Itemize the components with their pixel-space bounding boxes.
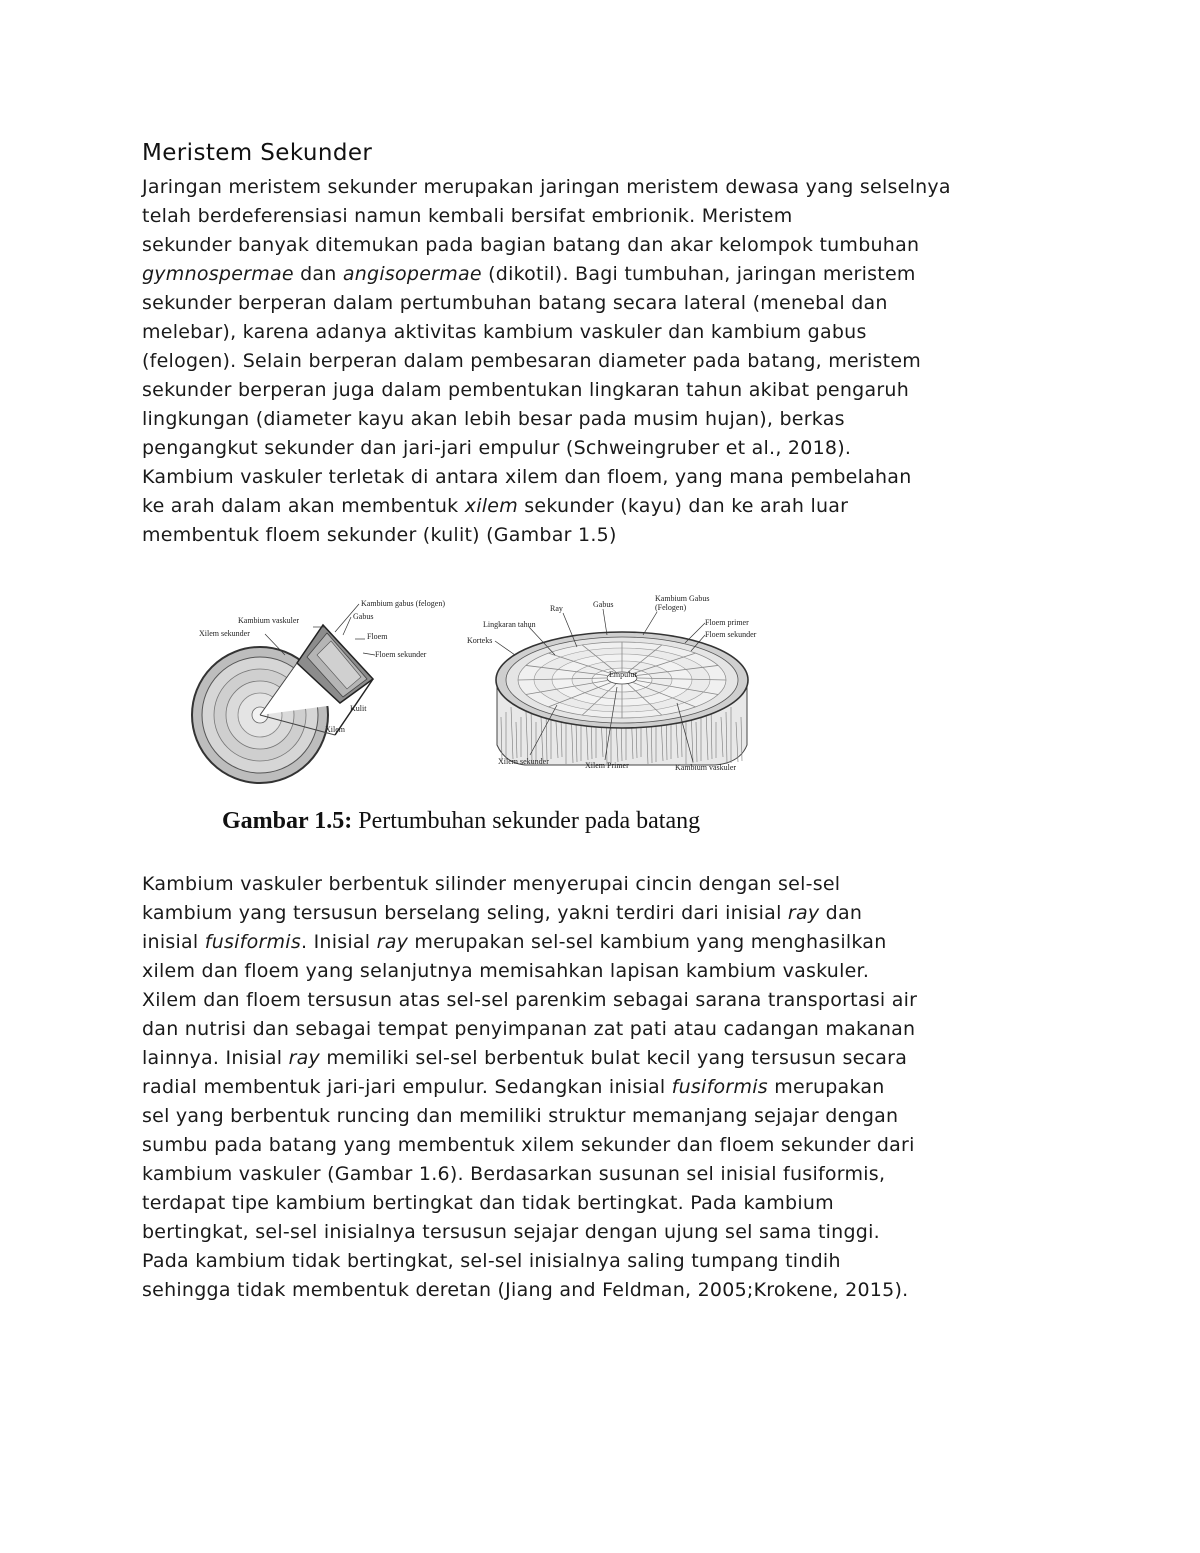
label-kambium-gabus: Kambium gabus (felogen) (361, 599, 445, 608)
text-line (142, 1102, 1062, 1131)
text-run: sumbu pada batang yang membentuk xilem sekunder dan floem sekunder dari (142, 1134, 915, 1156)
text-run: Kambium vaskuler terletak di antara xilem dan floem, yang mana pembelahan (142, 466, 912, 488)
label-kambium-gabus-right: Kambium Gabus (655, 594, 710, 603)
label-xilem-primer: Xilem Primer (585, 761, 629, 770)
text-run: Kambium vaskuler berbentuk silinder menyerupai cincin dengan sel-sel (142, 873, 841, 895)
text-line (142, 521, 1062, 550)
label-floem: Floem (367, 632, 388, 641)
caption-text: Pertumbuhan sekunder pada batang (352, 808, 701, 834)
right-stump-illustration (496, 632, 748, 765)
label-korteks: Korteks (467, 636, 493, 645)
text-run: ke arah dalam akan membentuk (142, 495, 465, 517)
text-line (142, 405, 1062, 434)
text-line (142, 1247, 1062, 1276)
text-run: terdapat tipe kambium bertingkat dan tidak bertingkat. Pada kambium (142, 1192, 834, 1214)
text-line (142, 957, 1062, 986)
text-run: telah berdeferensiasi namun kembali bersifat embrionik. Meristem (142, 205, 793, 227)
text-run: . Inisial (300, 931, 377, 953)
text-line (142, 492, 1062, 521)
stem-growth-figure (185, 585, 765, 785)
text-run: sekunder berperan dalam pertumbuhan batang secara lateral (menebal dan (142, 292, 888, 314)
text-run: sekunder (kayu) dan ke arah luar (517, 495, 849, 517)
text-run: merupakan sel-sel kambium yang menghasilkan (408, 931, 887, 953)
text-line (142, 928, 1062, 957)
label-xilem-sekunder: Xilem sekunder (199, 629, 250, 638)
text-run: radial membentuk jari-jari empulur. Sedangkan inisial (142, 1076, 672, 1098)
italic-term: ray (376, 931, 409, 953)
text-line (142, 899, 1062, 928)
text-run: xilem dan floem yang selanjutnya memisahkan lapisan kambium vaskuler. (142, 960, 870, 982)
italic-term: ray (787, 902, 820, 924)
text-line (142, 1276, 1062, 1305)
text-line (142, 202, 1062, 231)
text-line (142, 289, 1062, 318)
text-run: dan (293, 263, 343, 285)
left-stem-illustration (192, 625, 373, 783)
text-line (142, 1218, 1062, 1247)
text-line (142, 347, 1062, 376)
label-gabus-right: Gabus (593, 600, 614, 609)
text-run: lingkungan (diameter kayu akan lebih besar pada musim hujan), berkas (142, 408, 845, 430)
text-run: lainnya. Inisial (142, 1047, 289, 1069)
text-run: sel yang berbentuk runcing dan memiliki struktur memanjang sejajar dengan (142, 1105, 899, 1127)
text-run: (dikotil). Bagi tumbuhan, jaringan meristem (481, 263, 916, 285)
text-run: kambium vaskuler (Gambar 1.6). Berdasarkan susunan sel inisial fusiformis, (142, 1163, 886, 1185)
label-kulit: Kulit (350, 704, 367, 713)
label-floem-sekunder: Floem sekunder (375, 650, 427, 659)
label-gabus: Gabus (353, 612, 374, 621)
label-empulur: Empulur (609, 670, 637, 679)
label-kambium-vaskuler-right: Kambium vaskuler (675, 763, 737, 772)
text-line (142, 376, 1062, 405)
text-run: memiliki sel-sel berbentuk bulat kecil yang tersusun secara (320, 1047, 908, 1069)
text-run: sekunder berperan juga dalam pembentukan lingkaran tahun akibat pengaruh (142, 379, 909, 401)
text-line (142, 1073, 1062, 1102)
italic-term: angisopermae (342, 263, 482, 285)
italic-term: fusiformis (671, 1076, 768, 1098)
text-run: Xilem dan floem tersusun atas sel-sel parenkim sebagai sarana transportasi air (142, 989, 918, 1011)
text-line (142, 1189, 1062, 1218)
label-floem-primer: Floem primer (705, 618, 749, 627)
text-run: Pada kambium tidak bertingkat, sel-sel inisialnya saling tumpang tindih (142, 1250, 841, 1272)
text-run: (felogen). Selain berperan dalam pembesaran diameter pada batang, meristem (142, 350, 922, 372)
italic-term: fusiformis (204, 931, 301, 953)
text-run: sehingga tidak membentuk deretan (Jiang and Feldman, 2005;Krokene, 2015). (142, 1279, 909, 1301)
label-felogen: (Felogen) (655, 603, 687, 612)
label-xilem-sekunder-right: Xilem sekunder (498, 757, 549, 766)
text-run: pengangkut sekunder dan jari-jari empulur (Schweingruber et al., 2018). (142, 437, 852, 459)
label-kambium-vaskuler: Kambium vaskuler (238, 616, 300, 625)
text-line (142, 463, 1062, 492)
text-run: merupakan (767, 1076, 885, 1098)
paragraph-1 (142, 173, 1062, 550)
label-ray: Ray (550, 604, 563, 613)
section-heading: Meristem Sekunder (142, 140, 373, 166)
text-run: kambium yang tersusun berselang seling, yakni terdiri dari inisial (142, 902, 788, 924)
text-line (142, 318, 1062, 347)
text-run: Jaringan meristem sekunder merupakan jaringan meristem dewasa yang selselnya (142, 176, 951, 198)
stem-diagram (185, 585, 765, 785)
label-floem-sekunder-right: Floem sekunder (705, 630, 757, 639)
text-line (142, 1131, 1062, 1160)
text-run: membentuk floem sekunder (kulit) (Gambar 1.5) (142, 524, 617, 546)
text-line (142, 870, 1062, 899)
italic-term: ray (288, 1047, 321, 1069)
text-line (142, 231, 1062, 260)
text-line (142, 260, 1062, 289)
text-line (142, 1160, 1062, 1189)
caption-label: Gambar 1.5: (222, 808, 353, 834)
text-run: dan nutrisi dan sebagai tempat penyimpanan zat pati atau cadangan makanan (142, 1018, 916, 1040)
italic-term: gymnospermae (142, 263, 294, 285)
text-run: dan (819, 902, 863, 924)
italic-term: xilem (464, 495, 518, 517)
text-line (142, 1015, 1062, 1044)
text-run: inisial (142, 931, 205, 953)
text-line (142, 1044, 1062, 1073)
label-xilem: Xilem (325, 725, 345, 734)
text-run: sekunder banyak ditemukan pada bagian batang dan akar kelompok tumbuhan (142, 234, 920, 256)
figure-caption (222, 808, 700, 835)
text-line (142, 434, 1062, 463)
text-run: melebar), karena adanya aktivitas kambium vaskuler dan kambium gabus (142, 321, 867, 343)
text-line (142, 986, 1062, 1015)
label-lingkaran-tahun: Lingkaran tahun (483, 620, 536, 629)
text-run: bertingkat, sel-sel inisialnya tersusun sejajar dengan ujung sel sama tinggi. (142, 1221, 880, 1243)
paragraph-2 (142, 870, 1062, 1305)
text-line (142, 173, 1062, 202)
